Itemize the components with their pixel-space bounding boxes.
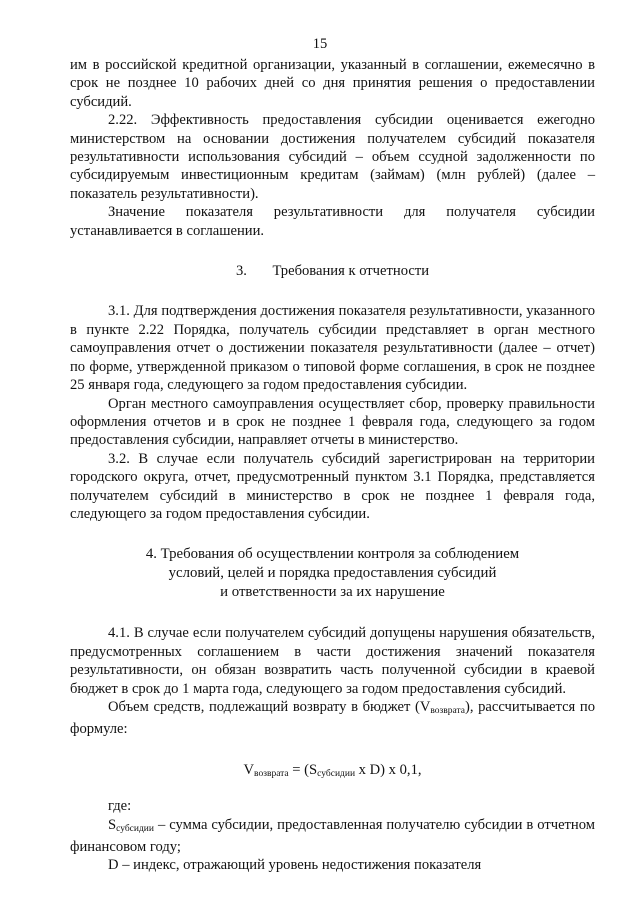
return-volume-text-b: ), рассчитывается по формуле:: [70, 698, 595, 738]
formula-s-subscript: субсидии: [317, 768, 356, 779]
paragraph-return-volume: [70, 698, 595, 739]
section-4-heading-line-1: 4. Требования об осуществлении контроля за соблюдением: [145, 546, 520, 563]
formula-middle: = (S: [288, 761, 318, 778]
return-volume-text-a: Объем средств, подлежащий возврату в бюджет (V: [108, 698, 431, 715]
section-4-heading-line-3: и ответственности за их нарушение: [220, 584, 445, 601]
paragraph-organ: Орган местного самоуправления осуществляет сбор, проверку правильности оформления отчетов и в срок не позднее 1 февраля года, следующего за годом предоставления субсидии, направляет отчеты в министерство.: [70, 395, 595, 449]
formula-end: x D) x 0,1,: [355, 761, 422, 778]
formula-v-subscript: возврата: [254, 768, 289, 779]
paragraph-2-22: 2.22. Эффективность предоставления субсидии оценивается ежегодно министерством на основании достижения получателем субсидий показателя результативности использования субсидий – объем ссудной задолженности по субсидируемым инвестиционным кредитам (займам) (млн рублей) (далее – показатель результативности).: [70, 112, 595, 202]
definition-s-symbol: S: [108, 816, 117, 833]
definition-d: D – индекс, отражающий уровень недостижения показателя: [108, 857, 482, 874]
definition-s-text: – сумма субсидии, предоставленная получателю субсидии в отчетном финансовом году;: [70, 816, 595, 855]
definition-s-subscript: субсидии: [116, 823, 154, 834]
where-label: где:: [108, 798, 132, 815]
paragraph-3-2: 3.2. В случае если получатель субсидий зарегистрирован на территории городского округа, отчет, предусмотренный пунктом 3.1 Порядка, представляется получателем субсидий в министерство в срок не позднее 1 февраля года, следующего за годом предоставления субсидии.: [70, 450, 595, 522]
paragraph-3-1: 3.1. Для подтверждения достижения показателя результативности, указанного в пункте 2.22 Порядка, получатель субсидии представляет в орган местного самоуправления отчет о достижении показателя результативности (далее – отчет) по форме, утвержденной приказом о типовой форме соглашения, в срок не позднее 25 января года, следующего за годом предоставления субсидии.: [70, 303, 595, 394]
paragraph-continuation: им в российской кредитной организации, указанный в соглашении, ежемесячно в срок не позднее 10 рабочих дней со дня принятия решения о предоставлении субсидий.: [70, 57, 595, 110]
section-4-heading: [70, 545, 595, 602]
paragraph-indicator-value: Значение показателя результативности для получателя субсидии устанавливается в соглашении.: [70, 204, 595, 239]
definition-s: [70, 816, 595, 857]
formula-v: V: [243, 761, 255, 778]
section-4-heading-line-2: условий, целей и порядка предоставления субсидий: [168, 565, 497, 582]
section-3-heading: 3. Требования к отчетности: [235, 263, 430, 280]
document-body: [70, 56, 595, 875]
paragraph-4-1: 4.1. В случае если получателем субсидий допущены нарушения обязательств, предусмотренных соглашением в части достижения значений показателя результативности, он обязан возвратить часть полученной субсидии в краевой бюджет в срок до 1 марта года, следующего за годом предоставления субсидий.: [70, 625, 595, 697]
page-number: 15: [312, 36, 328, 52]
return-formula: [70, 761, 595, 783]
return-volume-subscript: возврата: [430, 705, 465, 716]
